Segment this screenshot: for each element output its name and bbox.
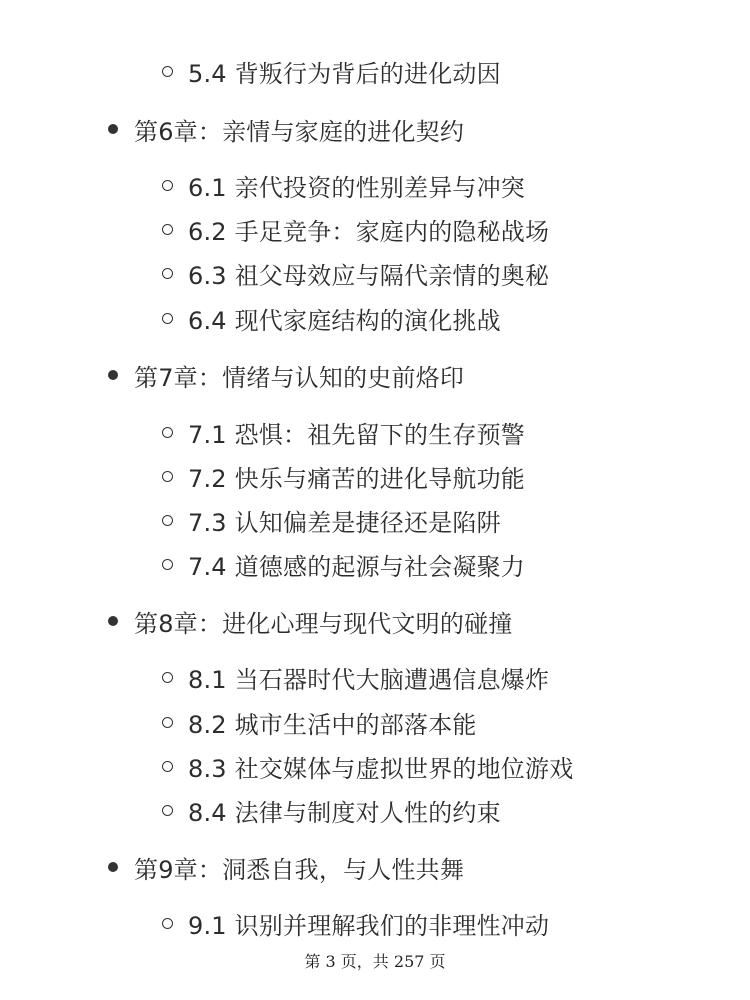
toc-subsection <box>162 657 549 697</box>
toc-subsection-text: 7.4 道德感的起源与社会凝聚力 <box>188 552 525 581</box>
toc-subsection <box>162 746 573 786</box>
toc-chapter <box>108 601 512 641</box>
hollow-bullet-icon <box>162 805 173 816</box>
hollow-bullet-icon <box>162 761 173 772</box>
toc-chapter-text: 第7章：情绪与认知的史前烙印 <box>134 363 465 392</box>
toc-subsection-text: 9.1 识别并理解我们的非理性冲动 <box>188 911 550 940</box>
hollow-bullet-icon <box>162 313 173 324</box>
toc-subsection <box>162 209 549 249</box>
hollow-bullet-icon <box>162 427 173 438</box>
toc-subsection <box>162 903 549 943</box>
hollow-bullet-icon <box>162 268 173 279</box>
toc-subsection <box>162 165 525 205</box>
toc-subsection-text: 6.1 亲代投资的性别差异与冲突 <box>188 173 525 202</box>
toc-subsection-text: 8.4 法律与制度对人性的约束 <box>188 798 501 827</box>
toc-subsection <box>162 544 525 584</box>
toc-subsection <box>162 412 525 452</box>
toc-subsection-text: 5.4 背叛行为背后的进化动因 <box>188 59 501 88</box>
toc-subsection-text: 8.2 城市生活中的部落本能 <box>188 710 477 739</box>
solid-bullet-icon <box>108 124 118 134</box>
toc-subsection-text: 8.3 社交媒体与虚拟世界的地位游戏 <box>188 754 574 783</box>
toc-subsection-text: 7.1 恐惧：祖先留下的生存预警 <box>188 420 525 449</box>
toc-chapter-text: 第9章：洞悉自我，与人性共舞 <box>134 855 465 884</box>
hollow-bullet-icon <box>162 717 173 728</box>
hollow-bullet-icon <box>162 471 173 482</box>
hollow-bullet-icon <box>162 66 173 77</box>
toc-subsection-text: 6.4 现代家庭结构的演化挑战 <box>188 306 501 335</box>
toc-chapter-text: 第8章：进化心理与现代文明的碰撞 <box>134 609 513 638</box>
toc-subsection <box>162 500 501 540</box>
hollow-bullet-icon <box>162 918 173 929</box>
solid-bullet-icon <box>108 370 118 380</box>
page-number-footer: 第 3 页，共 257 页 <box>304 952 446 971</box>
toc-subsection-text: 6.3 祖父母效应与隔代亲情的奥秘 <box>188 261 550 290</box>
solid-bullet-icon <box>108 616 118 626</box>
hollow-bullet-icon <box>162 559 173 570</box>
toc-chapter <box>108 847 464 887</box>
toc-chapter-text: 第6章：亲情与家庭的进化契约 <box>134 117 465 146</box>
toc-subsection <box>162 298 501 338</box>
toc-subsection-text: 8.1 当石器时代大脑遭遇信息爆炸 <box>188 665 550 694</box>
toc-subsection <box>162 51 501 91</box>
solid-bullet-icon <box>108 862 118 872</box>
hollow-bullet-icon <box>162 180 173 191</box>
toc-subsection-text: 7.2 快乐与痛苦的进化导航功能 <box>188 464 525 493</box>
toc-subsection <box>162 253 549 293</box>
toc-subsection <box>162 456 525 496</box>
hollow-bullet-icon <box>162 224 173 235</box>
hollow-bullet-icon <box>162 672 173 683</box>
toc-subsection-text: 7.3 认知偏差是捷径还是陷阱 <box>188 508 501 537</box>
toc-subsection <box>162 790 501 830</box>
toc-chapter <box>108 355 464 395</box>
toc-subsection-text: 6.2 手足竞争：家庭内的隐秘战场 <box>188 217 550 246</box>
toc-chapter <box>108 109 464 149</box>
hollow-bullet-icon <box>162 515 173 526</box>
toc-subsection <box>162 702 477 742</box>
